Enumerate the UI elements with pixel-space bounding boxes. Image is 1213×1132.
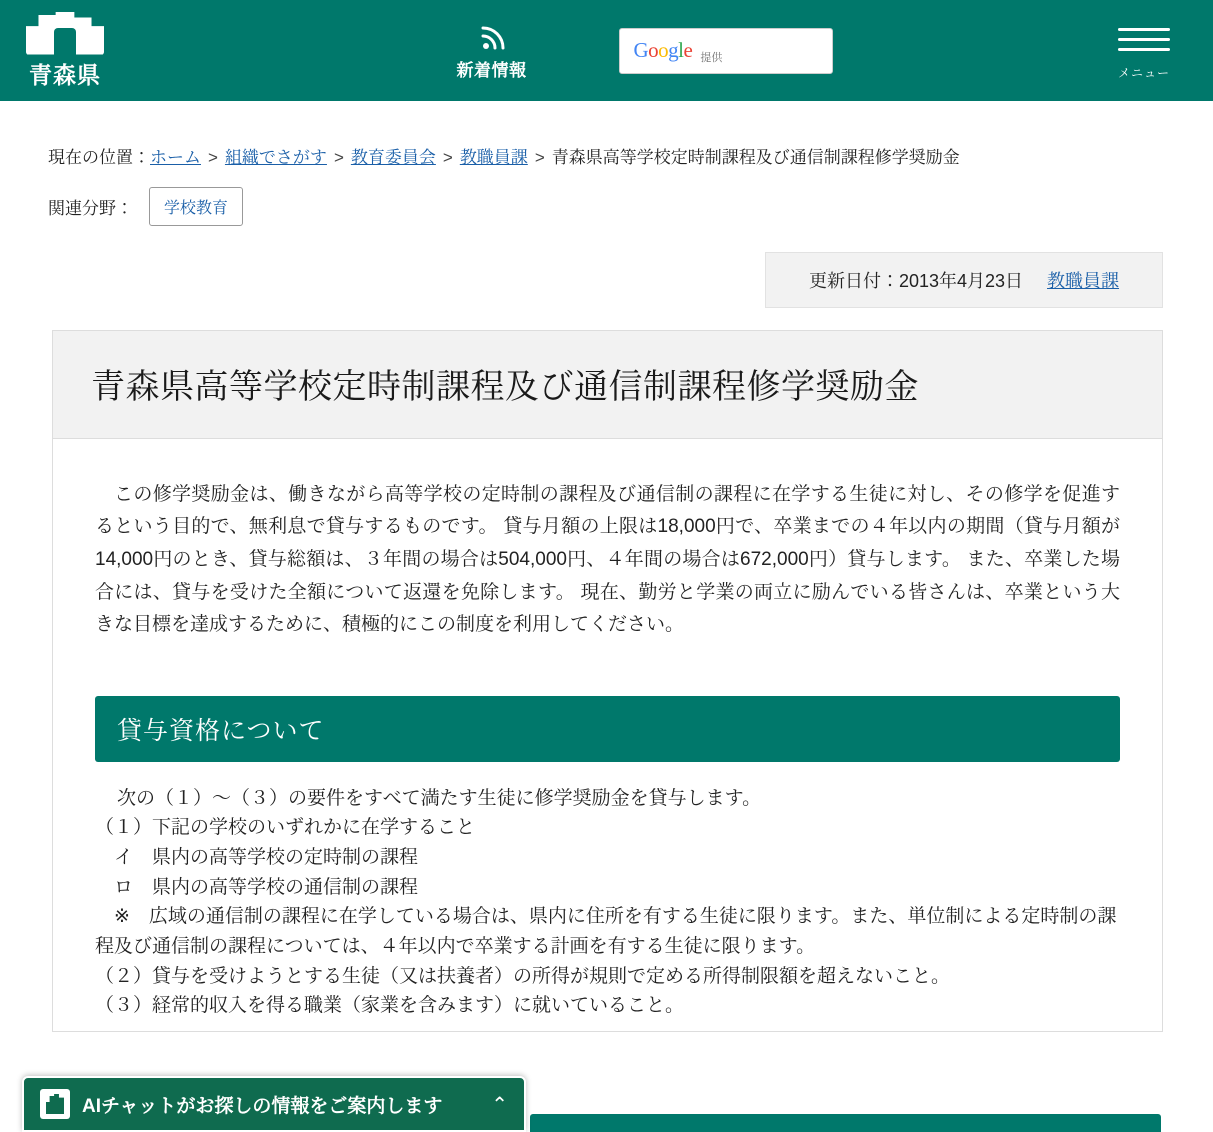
site-logo[interactable] <box>0 12 200 90</box>
google-logo-icon: Google <box>633 38 693 62</box>
update-bar-wrap <box>0 226 1213 308</box>
update-date: 更新日付：2013年4月23日 <box>808 270 1024 291</box>
breadcrumb-item-home[interactable]: ホーム <box>150 148 201 167</box>
section-heading-eligibility: 貸与資格について <box>95 696 1120 762</box>
breadcrumb <box>48 145 1213 171</box>
eligibility-line-2: イ 県内の高等学校の定時制の課程 <box>95 847 419 869</box>
breadcrumb-separator: > <box>333 148 344 167</box>
menu-button[interactable] <box>1089 21 1199 81</box>
ai-chat-label: AIチャットがお探しの情報をご案内します <box>82 1095 443 1117</box>
breadcrumb-separator: > <box>534 148 545 167</box>
eligibility-line-3: ロ 県内の高等学校の通信制の課程 <box>95 876 419 898</box>
article-body <box>53 439 1162 1031</box>
news-label: 新着情報 <box>456 61 527 80</box>
hamburger-icon <box>1118 21 1170 58</box>
update-bar <box>765 252 1163 308</box>
menu-label: メニュー <box>1117 65 1170 80</box>
article-card <box>52 330 1163 1032</box>
rss-icon <box>476 20 508 54</box>
breadcrumb-separator: > <box>442 148 453 167</box>
page-title: 青森県高等学校定時制課程及び通信制課程修学奨励金 <box>91 367 919 406</box>
news-button[interactable] <box>457 20 527 81</box>
section-heading-next-partial <box>530 1114 1161 1132</box>
eligibility-line-5: （２）貸与を受けようとする生徒（又は扶養者）の所得が規則で定める所得制限額を超えないこと。 <box>95 965 951 987</box>
eligibility-line-6: （３）経常的収入を得る職業（家業を含みます）に就いていること。 <box>95 995 685 1017</box>
section-body-eligibility <box>95 784 1120 1021</box>
header-center <box>200 20 1089 81</box>
ai-chat-logo-icon <box>40 1089 70 1119</box>
aomori-logo-icon <box>24 12 106 90</box>
related-field-tag[interactable]: 学校教育 <box>149 187 243 226</box>
breadcrumb-item-organization[interactable]: 組織でさがす <box>224 148 327 167</box>
article-lead-paragraph: この修学奨励金は、働きながら高等学校の定時制の課程及び通信制の課程に在学する生徒に対し、その修学を促進するという目的で、無利息で貸与するものです。 貸与月額の上限は18,000円で、卒業までの４年以内の期間（貸与月額が14,000円のとき、貸与総額は、３年間の場合は504,000円、４年間の場合は672,000円）貸与します。 また、卒業した場合には、貸与を受けた全額について返還を免除します。 現在、勤労と学業の両立に励んでいる皆さんは、卒業という大きな目標を達成するために、積極的にこの制度を利用してください。 <box>95 483 1120 636</box>
search-provider-note: 提供 <box>700 51 723 64</box>
breadcrumb-item-education-board[interactable]: 教育委員会 <box>350 148 436 167</box>
related-field-row <box>48 187 1213 226</box>
breadcrumb-item-teaching-staff-division[interactable]: 教職員課 <box>459 148 528 167</box>
breadcrumb-prefix: 現在の位置： <box>48 148 150 167</box>
update-department-link[interactable]: 教職員課 <box>1047 270 1120 291</box>
chevron-up-icon[interactable]: ⌃ <box>491 1093 508 1116</box>
eligibility-line-1: （１）下記の学校のいずれかに在学すること <box>95 817 476 839</box>
site-header <box>0 0 1213 101</box>
eligibility-line-4: ※ 広域の通信制の課程に在学している場合は、県内に住所を有する生徒に限ります。また、単位制による定時制の課程及び通信制の課程については、４年以内で卒業する計画を有する生徒に限ります。 <box>95 906 1117 957</box>
related-field-label: 関連分野： <box>48 198 133 218</box>
eligibility-line-0: 次の（１）〜（３）の要件をすべて満たす生徒に修学奨励金を貸与します。 <box>117 787 762 809</box>
search-input[interactable] <box>619 28 833 74</box>
breadcrumb-item-current: 青森県高等学校定時制課程及び通信制課程修学奨励金 <box>551 148 960 167</box>
logo-text: 青森県 <box>29 61 101 88</box>
article-header <box>53 331 1162 439</box>
breadcrumb-area <box>0 101 1213 226</box>
breadcrumb-separator: > <box>208 148 218 167</box>
ai-chat-widget[interactable] <box>22 1076 526 1132</box>
